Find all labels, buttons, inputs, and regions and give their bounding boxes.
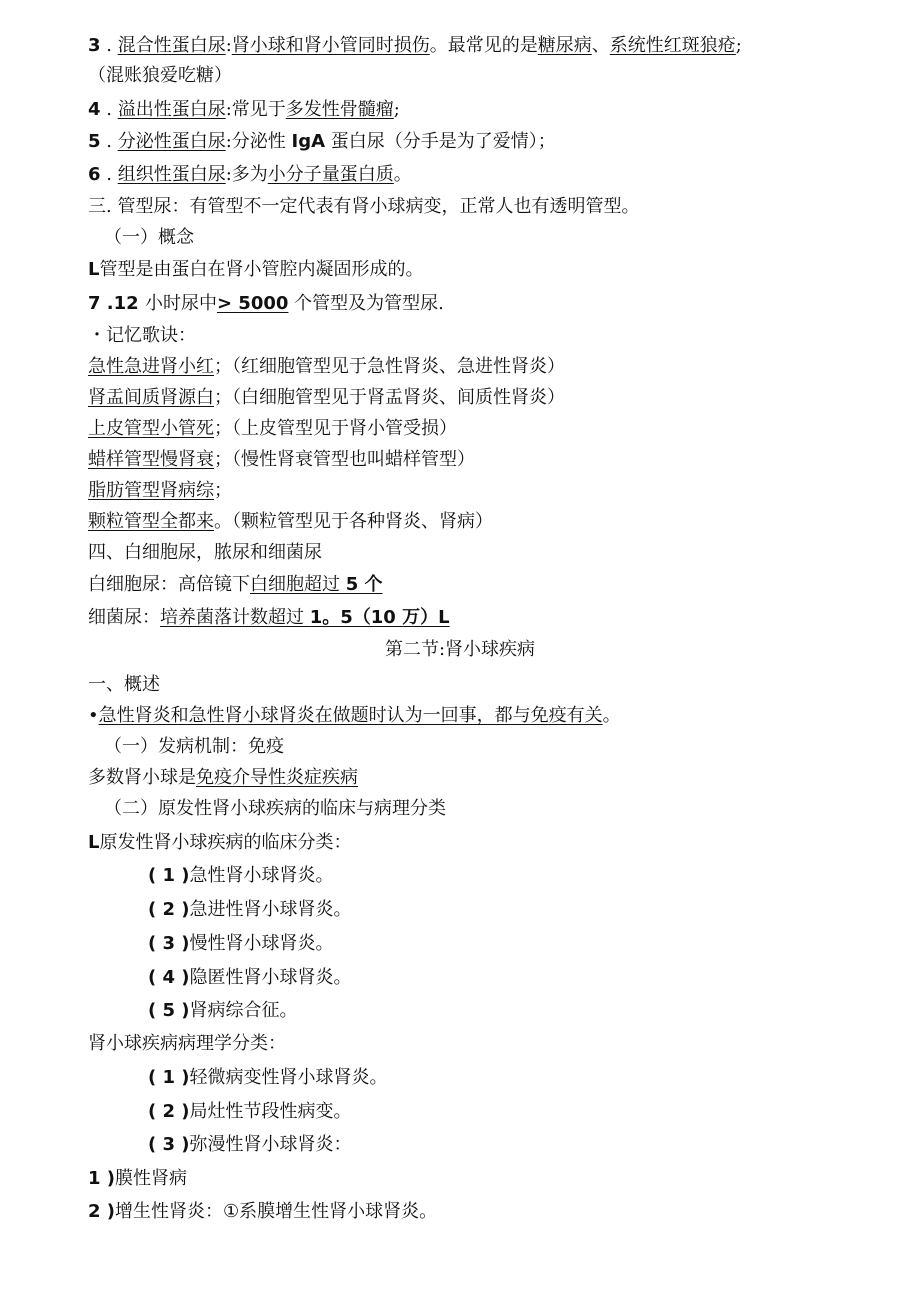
item-tissue-proteinuria: 6 . 组织性蛋白尿:多为小分子量蛋白质。: [88, 164, 412, 185]
list-item: ( 1 )急性肾小球肾炎。: [148, 865, 334, 886]
mnemonic-line: 急性急进肾小红；（红细胞管型见于急性肾炎、急进性肾炎）: [88, 356, 565, 377]
paragraph: L管型是由蛋白在肾小管腔内凝固形成的。: [88, 259, 424, 280]
mnemonic-line: 上皮管型小管死；（上皮管型见于肾小管受损）: [88, 418, 457, 439]
paragraph: 多数肾小球是免疫介导性炎症疾病: [88, 767, 358, 788]
mnemonic-line: 蜡样管型慢肾衰；（慢性肾衰管型也叫蜡样管型）: [88, 449, 475, 470]
list-item: 2 )增生性肾炎：①系膜增生性肾小球肾炎。: [88, 1201, 438, 1222]
item-number: 6: [88, 164, 101, 185]
item-number: 5: [88, 131, 101, 152]
mnemonic-line: 颗粒管型全都来。（颗粒管型见于各种肾炎、肾病）: [88, 511, 493, 532]
section-heading: 四、白细胞尿，脓尿和细菌尿: [88, 542, 322, 563]
item-overflow-proteinuria: 4 . 溢出性蛋白尿:常见于多发性骨髓瘤;: [88, 99, 400, 120]
term: 分泌性蛋白尿: [117, 131, 226, 152]
list-item: ( 3 )弥漫性肾小球肾炎：: [148, 1134, 352, 1155]
list-item: ( 5 )肾病综合征。: [148, 1000, 298, 1021]
mnemonic-heading: ・记忆歌诀：: [88, 325, 196, 346]
subsection-heading: （二）原发性肾小球疾病的临床与病理分类: [104, 798, 446, 819]
paragraph: 肾小球疾病病理学分类：: [88, 1033, 286, 1054]
mnemonic-line: 脂肪管型肾病综；: [88, 480, 232, 501]
underlined-phrase: 肾小球和肾小管同时损伤: [231, 35, 430, 56]
mnemonic-note: （混账狼爱吃糖）: [88, 65, 232, 86]
list-item: ( 2 )局灶性节段性病变。: [148, 1101, 352, 1122]
subsection-heading: （一）发病机制：免疫: [104, 736, 284, 757]
section-heading: 三. 管型尿：有管型不一定代表有肾小球病变，正常人也有透明管型。: [88, 196, 640, 217]
paragraph: L原发性肾小球疾病的临床分类：: [88, 832, 352, 853]
mnemonic-line: 肾盂间质肾源白；（白细胞管型见于肾盂肾炎、间质性肾炎）: [88, 387, 565, 408]
list-item: ( 2 )急进性肾小球肾炎。: [148, 899, 352, 920]
term: 溢出性蛋白尿: [117, 99, 226, 120]
item-secretory-proteinuria: 5 . 分泌性蛋白尿:分泌性 IgA 蛋白尿（分手是为了爱情）；: [88, 131, 556, 152]
paragraph: 7 .12 小时尿中> 5000 个管型及为管型尿.: [88, 293, 444, 314]
paragraph: 白细胞尿：高倍镜下白细胞超过 5 个: [88, 574, 383, 595]
list-item: 1 )膜性肾病: [88, 1168, 188, 1189]
term: 组织性蛋白尿: [117, 164, 226, 185]
list-item: ( 1 )轻微病变性肾小球肾炎。: [148, 1067, 388, 1088]
item-number: 4: [88, 99, 101, 120]
item-number: 3: [88, 35, 101, 56]
section-heading: 一、概述: [88, 674, 160, 695]
list-item: ( 3 )慢性肾小球肾炎。: [148, 933, 334, 954]
subsection-heading: （一）概念: [104, 227, 194, 248]
chapter-title: 第二节:肾小球疾病: [384, 639, 536, 660]
list-item: ( 4 )隐匿性肾小球肾炎。: [148, 967, 352, 988]
paragraph: •急性肾炎和急性肾小球肾炎在做题时认为一回事，都与免疫有关。: [88, 705, 621, 726]
term: 混合性蛋白尿: [117, 35, 226, 56]
paragraph: 细菌尿：培养菌落计数超过 1。5（10 万）L: [88, 607, 450, 628]
item-mixed-proteinuria: 3 . 混合性蛋白尿:肾小球和肾小管同时损伤。最常见的是糖尿病、系统性红斑狼疮;: [88, 35, 742, 56]
